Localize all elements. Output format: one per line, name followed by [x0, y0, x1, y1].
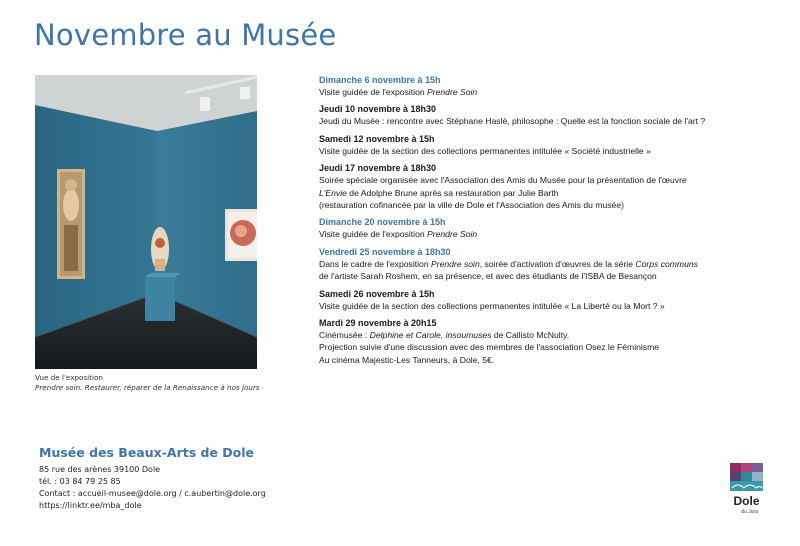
event-description — [319, 115, 729, 127]
event-text: Visite guidée de la section des collections permanentes intitulée « La Liberté ou la Mort ? » — [319, 300, 665, 311]
photo-caption — [35, 373, 260, 393]
event-date: Jeudi 17 novembre à 18h30 — [319, 163, 437, 174]
event-text: de l'artiste Sarah Roshem, en sa présence, et avec des étudiants de l'ISBA de Besançon — [319, 271, 657, 282]
event-description — [319, 300, 729, 312]
event-text: de Callisto McNulty. — [491, 330, 570, 341]
event-description — [319, 199, 729, 211]
event-text: Dans le cadre de l'exposition — [319, 258, 431, 269]
event-item — [319, 216, 729, 240]
event-description — [319, 341, 729, 353]
event-text: Visite guidée de la section des collections permanentes intitulée « Société industrielle » — [319, 145, 651, 156]
museum-link[interactable]: https://linktr.ee/mba_dole — [39, 501, 142, 510]
event-item — [319, 288, 729, 312]
event-date: Samedi 12 novembre à 15h — [319, 133, 435, 144]
event-work-title: Prendre Soin — [427, 87, 478, 97]
event-date: Dimanche 6 novembre à 15h — [319, 75, 441, 85]
event-date: Vendredi 25 novembre à 18h30 — [319, 246, 451, 257]
event-description — [319, 354, 729, 366]
logo-word: Dole — [733, 494, 760, 508]
event-description — [319, 86, 729, 98]
event-description — [319, 187, 729, 199]
event-item — [319, 74, 729, 98]
event-description — [319, 228, 729, 240]
event-text: Cinémusée : — [319, 330, 370, 341]
event-item — [319, 103, 729, 127]
event-description — [319, 258, 729, 270]
event-text: Projection suivie d'une discussion avec des membres de l'association Osez le Féminisme — [319, 342, 660, 353]
exhibition-room-image — [35, 75, 257, 369]
event-text: Jeudi du Musée : rencontre avec Stéphane Haslé, philosophe : Quelle est la fonction sociale de l'art ? — [319, 116, 706, 127]
event-item — [319, 162, 729, 211]
event-work-title: Prendre Soin — [427, 229, 478, 240]
museum-address: 85 rue des arènes 39100 Dole — [39, 465, 161, 474]
event-text: Visite guidée de l'exposition — [319, 87, 428, 97]
event-work-title: Prendre soin — [431, 258, 480, 269]
event-text: , soirée d'activation d'œuvres de la série — [479, 258, 636, 269]
event-text: (restauration cofinancée par la ville de Dole et l'Association des Amis du musée) — [319, 200, 624, 211]
event-description — [319, 329, 729, 341]
caption-line: Vue de l'exposition — [35, 373, 103, 382]
museum-contact-email: Contact : accueil-musee@dole.org / c.aubertin@dole.org — [39, 489, 266, 498]
event-description — [319, 145, 729, 157]
dole-jura-logo — [728, 461, 765, 521]
logo-sub: du Jura — [741, 509, 758, 515]
event-date: Jeudi 10 novembre à 18h30 — [319, 104, 437, 115]
event-date: Dimanche 20 novembre à 15h — [319, 217, 446, 228]
event-work-title: L'Envie — [319, 187, 347, 198]
museum-contact-block — [39, 445, 266, 512]
event-work-title: Corps communs — [635, 258, 698, 269]
event-text: de Adolphe Brune après sa restauration par Julie Barth — [346, 187, 559, 198]
event-text: Soirée spéciale organisée avec l'Association des Amis du Musée pour la présentation de l'œuvre — [319, 175, 687, 186]
exhibition-photo — [35, 75, 257, 369]
event-description — [319, 174, 729, 186]
event-date: Samedi 26 novembre à 15h — [319, 288, 435, 299]
event-item — [319, 317, 729, 366]
event-item — [319, 133, 729, 157]
event-date: Mardi 29 novembre à 20h15 — [319, 318, 437, 329]
caption-exhibition-title: Prendre soin. Restaurer, réparer de la Renaissance à nos jours — [35, 383, 260, 392]
dole-logo-icon — [728, 461, 765, 521]
event-text: Visite guidée de l'exposition — [319, 229, 428, 240]
event-text: Au cinéma Majestic-Les Tanneurs, à Dole, 5€. — [319, 354, 495, 365]
events-list — [319, 74, 729, 371]
event-work-title: Delphine et Carole, insoumuses — [369, 330, 492, 341]
museum-name: Musée des Beaux-Arts de Dole — [39, 445, 255, 460]
page-title: Novembre au Musée — [34, 18, 337, 52]
museum-phone: tél. : 03 84 79 25 85 — [39, 477, 121, 486]
event-description — [319, 270, 729, 282]
event-item — [319, 246, 729, 283]
